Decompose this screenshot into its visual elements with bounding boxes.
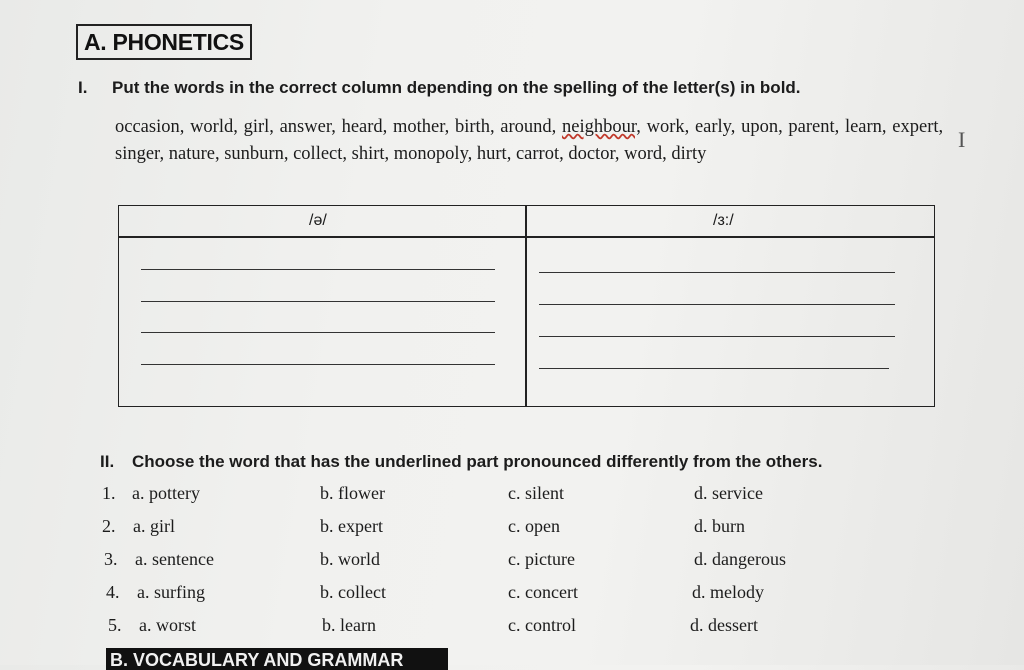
word: doctor,	[568, 144, 620, 164]
question-row	[98, 516, 898, 544]
question-number: 5.	[108, 615, 122, 635]
question-row	[98, 615, 898, 643]
column-header-er: /ɜ:/	[713, 212, 734, 229]
answer-line-left-2[interactable]	[141, 301, 495, 302]
option-d[interactable]: d. burn	[694, 516, 745, 536]
option-d[interactable]: d. dangerous	[694, 549, 786, 569]
option-b[interactable]: b. collect	[320, 582, 386, 602]
exercise-2-instruction: Choose the word that has the underlined part pronounced differently from the others.	[132, 452, 823, 471]
word: around,	[500, 117, 557, 137]
answer-line-right-3[interactable]	[539, 336, 895, 337]
answer-line-right-1[interactable]	[539, 272, 895, 273]
exercise-1-number: I.	[78, 78, 88, 97]
option-d[interactable]: d. service	[694, 483, 763, 503]
word: collect,	[293, 144, 348, 164]
section-a-heading: A. PHONETICS	[76, 24, 252, 60]
option-a[interactable]: a. girl	[133, 516, 175, 536]
word: sunburn,	[224, 144, 289, 164]
option-c[interactable]: c. concert	[508, 582, 578, 602]
exercise-1-instruction: Put the words in the correct column depending on the spelling of the letter(s) in bold.	[112, 78, 801, 97]
option-b[interactable]: b. flower	[320, 483, 385, 503]
option-c[interactable]: c. control	[508, 615, 576, 635]
word: shirt,	[351, 144, 390, 164]
word: carrot,	[515, 144, 564, 164]
option-a[interactable]: a. surfing	[137, 582, 205, 602]
word: singer,	[115, 144, 165, 164]
option-c[interactable]: c. silent	[508, 483, 564, 503]
option-b[interactable]: b. learn	[322, 615, 376, 635]
question-row	[98, 549, 898, 577]
word: answer,	[279, 117, 336, 137]
word: early,	[694, 117, 736, 137]
word: parent,	[788, 117, 840, 137]
word: upon,	[741, 117, 783, 137]
answer-line-left-1[interactable]	[141, 269, 495, 270]
word: expert,	[892, 117, 944, 137]
word: world,	[190, 117, 238, 137]
answer-line-left-3[interactable]	[141, 332, 495, 333]
question-row	[98, 483, 898, 511]
word: heard,	[341, 117, 388, 137]
column-divider	[525, 206, 527, 406]
word: word,	[624, 144, 667, 164]
word: hurt,	[476, 144, 512, 164]
option-d[interactable]: d. melody	[692, 582, 764, 602]
option-d[interactable]: d. dessert	[690, 615, 758, 635]
option-a[interactable]: a. worst	[139, 615, 196, 635]
word: dirty	[671, 144, 707, 164]
section-b-heading: B. VOCABULARY AND GRAMMAR	[106, 648, 448, 670]
question-number: 3.	[104, 549, 118, 569]
word: birth,	[455, 117, 495, 137]
question-number: 4.	[106, 582, 120, 602]
question-number: 2.	[102, 516, 116, 536]
sound-sort-table[interactable]	[118, 205, 935, 407]
word-spellcheck-flagged: neighbour,	[561, 117, 641, 137]
word: girl,	[243, 117, 274, 137]
text-cursor-icon: I	[958, 127, 966, 152]
question-row	[98, 582, 898, 610]
answer-line-right-2[interactable]	[539, 304, 895, 305]
option-c[interactable]: c. open	[508, 516, 560, 536]
word: occasion,	[115, 117, 185, 137]
option-a[interactable]: a. sentence	[135, 549, 214, 569]
word: work,	[646, 117, 690, 137]
option-b[interactable]: b. expert	[320, 516, 383, 536]
word: nature,	[168, 144, 220, 164]
word: learn,	[844, 117, 887, 137]
option-a[interactable]: a. pottery	[132, 483, 200, 503]
word: mother,	[393, 117, 450, 137]
column-header-schwa: /ə/	[309, 212, 327, 229]
exercise-2-number: II.	[100, 452, 115, 471]
option-c[interactable]: c. picture	[508, 549, 575, 569]
word-list	[115, 114, 943, 168]
question-number: 1.	[102, 483, 116, 503]
word: monopoly,	[393, 144, 473, 164]
option-b[interactable]: b. world	[320, 549, 380, 569]
answer-line-left-4[interactable]	[141, 364, 495, 365]
answer-line-right-4[interactable]	[539, 368, 889, 369]
